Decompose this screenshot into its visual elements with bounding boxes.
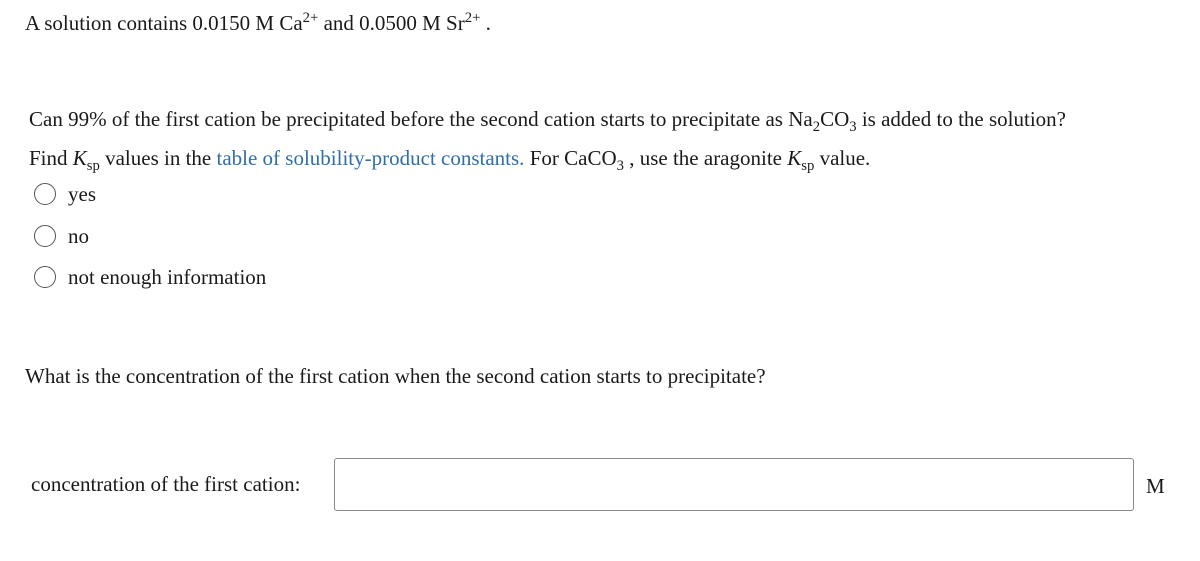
option-yes[interactable] — [34, 182, 96, 206]
na-subscript: 2 — [812, 119, 821, 136]
ca-charge: 2+ — [302, 9, 319, 26]
answer-field-label: concentration of the first cation: — [31, 472, 301, 496]
option-not-enough-info-label: not enough information — [68, 265, 267, 289]
option-yes-label: yes — [68, 182, 96, 206]
concentration-input[interactable] — [334, 458, 1134, 511]
option-not-enough-info[interactable] — [34, 265, 266, 289]
unit-label: M — [1146, 474, 1165, 498]
ksp-table-link[interactable]: table of solubility-product constants. — [216, 146, 525, 170]
sr-charge: 2+ — [464, 9, 481, 26]
question-1-text: Can 99% of the first cation be precipitated before the second cation starts to precipitate as $Na_2CO_3$ is added to the solution? — [29, 107, 1066, 136]
question-1-instructions: Find $K_{sp}$ values in the table of solubility-product constants. For CaCO$_3$ , use the aragonite $K_{sp}$ value. — [29, 146, 871, 175]
question-2-text: What is the concentration of the first cation when the second cation starts to precipitate? — [25, 364, 766, 388]
radio-not-enough-info[interactable] — [34, 266, 56, 288]
radio-no[interactable] — [34, 225, 56, 247]
problem-statement: A solution contains 0.0150 M $Ca^{2+}$ and 0.0500 M $Sr^{2+}$ . — [25, 9, 491, 35]
option-no-label: no — [68, 224, 89, 248]
option-no[interactable] — [34, 224, 89, 248]
radio-yes[interactable] — [34, 183, 56, 205]
co-subscript: 3 — [849, 119, 857, 136]
